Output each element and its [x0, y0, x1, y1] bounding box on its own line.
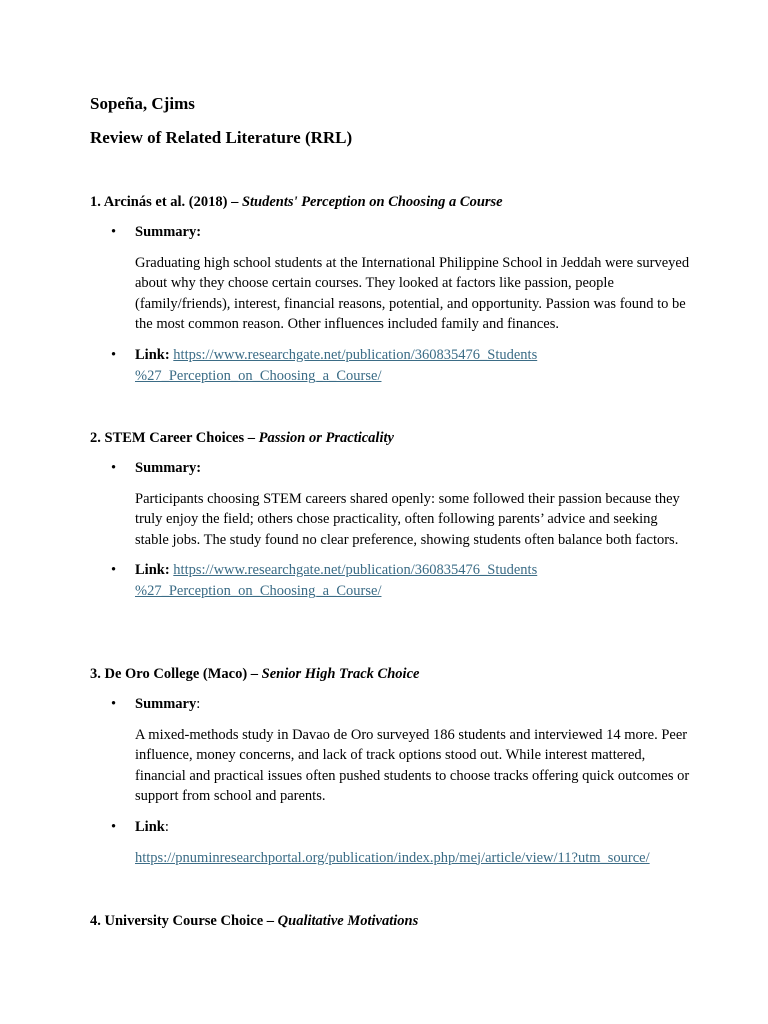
- entry-heading-title: Qualitative Motivations: [277, 913, 419, 929]
- link-bullet: [90, 817, 690, 838]
- reference-link[interactable]: https://pnuminresearchportal.org/publication/index.php/mej/article/view/11?utm_source/: [135, 849, 650, 866]
- summary-label: Summary:: [135, 224, 202, 240]
- link-bullet: [90, 345, 690, 386]
- summary-text: Graduating high school students at the International Philippine School in Jeddah were surveyed about why they choose certain courses. They looked at factors like passion, people (family/friends), interest, financial reasons, potential, and opportunity. Passion was found to be the most common reason. Other influences included family and finances.: [135, 254, 690, 333]
- link-line: [90, 848, 690, 869]
- reference-link-part2: %27_Perception_on_Choosing_a_Course/: [135, 367, 382, 384]
- link-label: Link: [135, 818, 165, 835]
- reference-link-part2: %27_Perception_on_Choosing_a_Course/: [135, 582, 382, 599]
- entry-heading-prefix: 3. De Oro College (Maco) –: [90, 666, 262, 682]
- summary-bullet: [90, 222, 690, 243]
- entry-heading-title: Passion or Practicality: [258, 430, 394, 446]
- summary-label: Summary:: [135, 460, 202, 476]
- summary-bullet: [90, 694, 690, 715]
- document-title: Review of Related Literature (RRL): [90, 128, 353, 147]
- link-label: Link:: [135, 562, 170, 579]
- rrl-entry-4: [90, 911, 690, 931]
- entry-heading-prefix: 4. University Course Choice –: [90, 913, 278, 929]
- summary-text: Participants choosing STEM careers shared openly: some followed their passion because they truly enjoy the field; others chose practicality, often following parents’ advice and seeking stable jobs. The study found no clear preference, showing students often balance both factors.: [135, 490, 680, 548]
- link-bullet: [90, 560, 690, 601]
- entry-heading-title: Students' Perception on Choosing a Course: [241, 194, 503, 210]
- reference-link[interactable]: [135, 562, 537, 599]
- summary-colon: :: [196, 696, 201, 712]
- reference-link[interactable]: [135, 347, 537, 384]
- summary-text: A mixed-methods study in Davao de Oro surveyed 186 students and interviewed 14 more. Peer influence, money concerns, and lack of track options stood out. While interest mattered, financial and practical issues often pushed students to choose tracks offering quick outcomes or support from school and parents.: [135, 726, 690, 805]
- summary-bullet: [90, 458, 690, 479]
- bullet-icon: •: [111, 460, 117, 476]
- entry-heading: [90, 428, 690, 448]
- rrl-entry-1: [90, 192, 690, 386]
- entry-heading: [90, 911, 690, 931]
- bullet-icon: •: [111, 818, 117, 835]
- entry-heading: [90, 664, 690, 684]
- bullet-icon: •: [111, 696, 117, 712]
- bullet-icon: •: [111, 562, 117, 579]
- summary-label: Summary: [135, 696, 197, 712]
- link-label: Link:: [135, 346, 170, 363]
- entry-heading-prefix: 1. Arcinás et al. (2018) –: [90, 194, 242, 210]
- bullet-icon: •: [111, 346, 117, 363]
- reference-link-part1: https://www.researchgate.net/publication/360835476_Students: [173, 562, 538, 579]
- author-name: Sopeña, Cjims: [90, 94, 195, 113]
- reference-link-part1: https://www.researchgate.net/publication/360835476_Students: [173, 346, 538, 363]
- rrl-entry-3: [90, 664, 690, 868]
- link-colon: :: [164, 818, 169, 835]
- entry-heading-prefix: 2. STEM Career Choices –: [90, 430, 259, 446]
- entry-heading: [90, 192, 690, 212]
- bullet-icon: •: [111, 224, 117, 240]
- rrl-entry-2: [90, 428, 690, 602]
- entry-heading-title: Senior High Track Choice: [261, 666, 420, 682]
